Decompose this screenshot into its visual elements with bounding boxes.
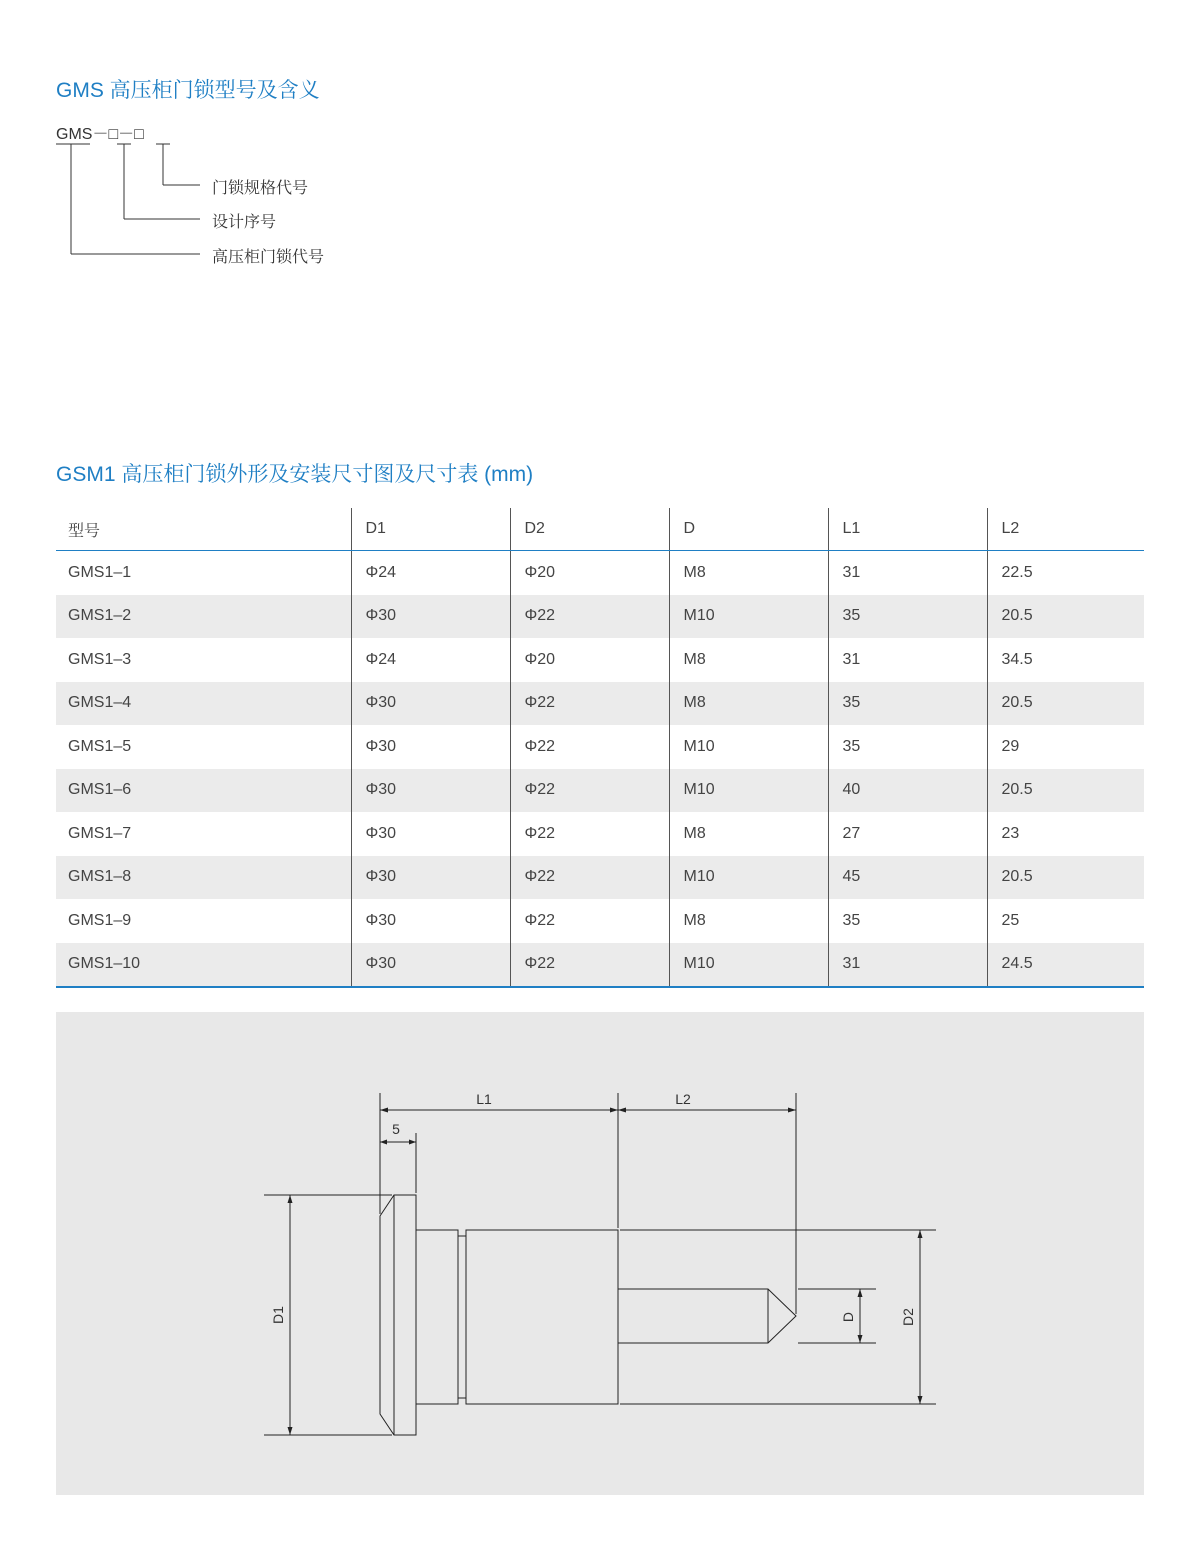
lock-dimension-drawing-panel [56,1012,1144,1495]
dim-label-5: 5 [392,1121,400,1137]
cell-d1: Φ30 [351,682,510,726]
table-row [56,595,1144,639]
lock-dimension-drawing [56,1012,1144,1495]
table-row [56,899,1144,943]
table-row [56,725,1144,769]
cell-model: GMS1–10 [56,943,351,988]
dimension-table [56,508,1144,988]
cell-l2: 24.5 [987,943,1144,988]
cell-model: GMS1–5 [68,737,132,755]
dim-label-d1: D1 [270,1306,286,1324]
cell-l1: 35 [828,725,987,769]
cell-l1: 35 [828,595,987,639]
cell-d1: Φ24 [351,551,510,595]
label-lock-spec-code: 门锁规格代号 [212,180,309,197]
table-row [56,943,1144,988]
cell-l1: 31 [828,943,987,988]
cell-model: GMS1–2 [56,595,351,639]
cell-model: GMS1–8 [56,856,351,900]
section-title-dimensions: GSM1 高压柜门锁外形及安装尺寸图及尺寸表 (mm) [56,463,534,486]
cell-l1: 35 [828,682,987,726]
cell-d: M8 [669,899,828,943]
cell-d: M8 [669,812,828,856]
cell-model: GMS1–4 [56,682,351,726]
cell-model: GMS1–3 [68,650,132,668]
model-code-diagram [0,0,400,290]
cell-d2: Φ22 [510,899,669,943]
header-model: 型号 [56,508,351,551]
section-title-model-code: GMS 高压柜门锁型号及含义 [56,79,320,102]
cell-d: M10 [669,595,828,639]
model-code-leader-lines [0,0,400,290]
cell-d2: Φ22 [510,943,669,988]
cell-d2: Φ20 [510,551,669,595]
header-l1: L1 [828,508,987,551]
cell-model: GMS1–7 [68,824,132,842]
cell-d: M10 [669,725,828,769]
label-design-sequence: 设计序号 [212,214,277,231]
cell-l2: 22.5 [987,551,1144,595]
header-d: D [669,508,828,551]
table-row [56,682,1144,726]
cell-d: M10 [669,769,828,813]
cell-l1: 31 [828,638,987,682]
cell-d2: Φ22 [510,682,669,726]
cell-d2: Φ22 [510,595,669,639]
cell-d: M10 [669,943,828,988]
table-row [56,856,1144,900]
cell-l2: 23 [987,812,1144,856]
label-cabinet-lock-code: 高压柜门锁代号 [212,249,325,266]
cell-l1: 45 [828,856,987,900]
header-d2: D2 [510,508,669,551]
table-row [56,769,1144,813]
cell-d: M10 [669,856,828,900]
cell-l2: 20.5 [987,769,1144,813]
cell-l1: 40 [828,769,987,813]
cell-d1: Φ30 [351,943,510,988]
cell-d: M8 [669,682,828,726]
cell-d1: Φ24 [351,638,510,682]
cell-d1: Φ30 [351,595,510,639]
cell-l2: 29 [987,725,1144,769]
dim-label-l1: L1 [476,1091,492,1107]
cell-l2: 20.5 [987,856,1144,900]
cell-l2: 25 [987,899,1144,943]
cell-model: GMS1–9 [68,911,132,929]
cell-d1: Φ30 [351,899,510,943]
cell-d2: Φ22 [510,856,669,900]
cell-l2: 20.5 [987,682,1144,726]
cell-model: GMS1–6 [56,769,351,813]
header-d1: D1 [351,508,510,551]
cell-l1: 31 [828,551,987,595]
header-l2: L2 [987,508,1144,551]
cell-model: GMS1–1 [68,563,132,581]
dim-label-d2: D2 [900,1308,916,1326]
model-code-pattern: GMS－□－□ [56,126,144,143]
cell-d2: Φ22 [510,812,669,856]
cell-d2: Φ22 [510,725,669,769]
cell-d1: Φ30 [351,725,510,769]
cell-d1: Φ30 [351,769,510,813]
cell-d2: Φ22 [510,769,669,813]
table-row [56,638,1144,682]
cell-l1: 35 [828,899,987,943]
cell-d1: Φ30 [351,812,510,856]
cell-d: M8 [669,551,828,595]
table-row [56,812,1144,856]
table-header-row [56,508,1144,551]
cell-d: M8 [669,638,828,682]
dim-label-l2: L2 [675,1091,691,1107]
cell-l1: 27 [828,812,987,856]
dim-label-d: D [840,1311,856,1323]
cell-d2: Φ20 [510,638,669,682]
cell-d1: Φ30 [351,856,510,900]
cell-l2: 34.5 [987,638,1144,682]
table-row [56,551,1144,595]
cell-l2: 20.5 [987,595,1144,639]
